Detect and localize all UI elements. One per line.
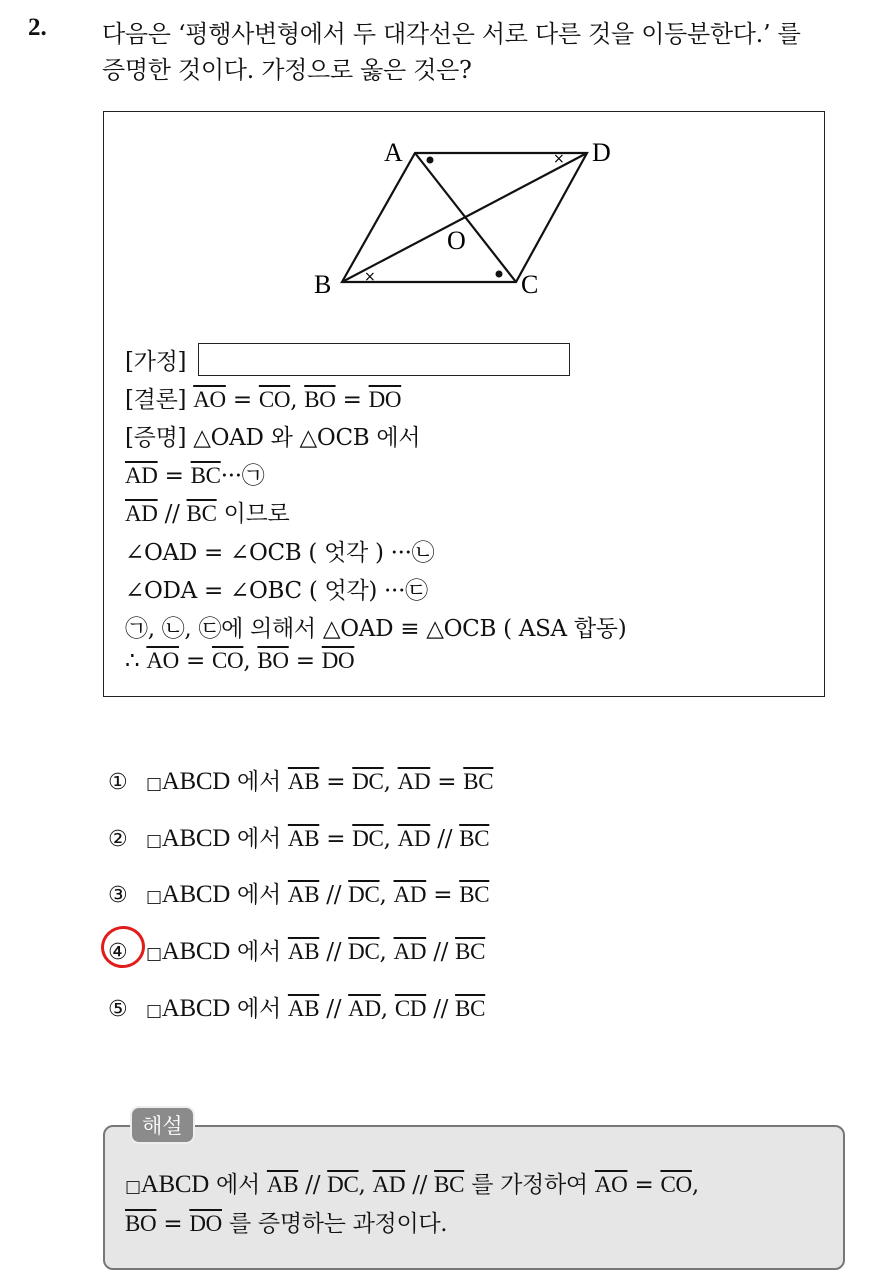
option-5[interactable]: ⑤ □ABCD 에서 $\overline{AB} // \overline{AD}$, $\overline{CD} // \overline{BC}$ [108,995,486,1022]
vertex-label-b: B [314,270,332,299]
segment-do: $\overline{DO}$ [368,387,402,412]
proof-step-2: $\overline{AD} // \overline{BC}$ 이므로 [125,501,290,527]
vertex-label-a: A [384,138,403,167]
vertex-label-c: C [521,270,539,299]
proof-step-6: ∴ $\overline{AO} = \overline{CO}$, $\overline{BO} = \overline{DO}$ [125,648,355,674]
option-2[interactable]: ② □ABCD 에서 $\overline{AB} = \overline{DC}$, $\overline{AD} // \overline{BC}$ [108,825,490,852]
segment-bo: $\overline{BO}$ [304,387,336,412]
proof-step-5: ㉠, ㉡, ㉢에 의해서 △OAD ≡ △OCB ( ASA 합동) [125,616,627,642]
angle-x-mark-d: × [553,151,565,167]
segment-co: $\overline{CO}$ [258,387,291,412]
question-number: 2. [28,14,47,41]
center-label-o: O [447,226,466,255]
explanation-line2: $\overline{BO} = \overline{DO}$ 를 증명하는 과정이다. [125,1211,448,1237]
hypothesis-blank-box [198,343,570,376]
proof-step-4: ∠ODA = ∠OBC ( 엇각) ···㉢ [125,578,428,604]
proof-intro: △OAD 와 △OCB 에서 [193,425,421,451]
conclusion-line: [결론] $\overline{AO} = \overline{CO}$, $\overline{BO} = \overline{DO}$ [125,387,402,413]
angle-x-mark-b: × [364,269,376,285]
proof-label: [증명] [125,425,187,451]
explanation-line1: □ABCD 에서 $\overline{AB} // \overline{DC}$, $\overline{AD} // \overline{BC}$ 를 가정하여 $\overline{AO} = \overline{CO}$, [125,1171,699,1198]
option-3[interactable]: ③ □ABCD 에서 $\overline{AB} // \overline{DC}$, $\overline{AD} = \overline{BC}$ [108,881,490,908]
question-text-line1: 다음은 ‘평행사변형에서 두 대각선은 서로 다른 것을 이등분한다.’ 를 [102,20,801,48]
angle-dot-mark-a [427,157,434,164]
option-4[interactable]: ④ □ABCD 에서 $\overline{AB} // \overline{DC}$, $\overline{AD} // \overline{BC}$ [108,938,486,965]
explanation-label: 해설 [130,1106,195,1144]
parallelogram-figure [300,125,640,305]
proof-step-1: $\overline{AD}$ = $\overline{BC}\cdot\cdot\cdot㉠$ [125,463,265,489]
conclusion-label: [결론] [125,387,187,413]
proof-intro-line [125,419,420,452]
vertex-label-d: D [592,138,611,167]
proof-step-3: ∠OAD = ∠OCB ( 엇각 ) ···㉡ [125,540,435,566]
question-text-line2: 증명한 것이다. 가정으로 옳은 것은? [102,56,472,84]
hypothesis-label: [가정] [125,349,187,375]
angle-dot-mark-c [496,271,503,278]
option-1[interactable]: ① □ABCD 에서 $\overline{AB} = \overline{DC}$, $\overline{AD} = \overline{BC}$ [108,768,494,795]
segment-ao: $\overline{AO}$ [193,387,226,412]
